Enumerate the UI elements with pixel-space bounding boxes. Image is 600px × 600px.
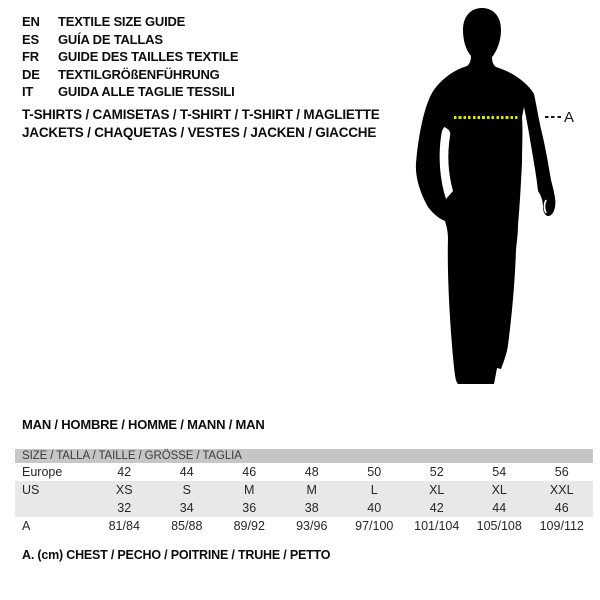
table-row-europe bbox=[15, 463, 593, 481]
language-list bbox=[22, 13, 238, 101]
size-table bbox=[15, 449, 593, 535]
measurement-figure bbox=[400, 5, 600, 395]
language-row-it bbox=[22, 83, 238, 101]
size-cell: 85/88 bbox=[171, 519, 203, 533]
size-cell: 50 bbox=[367, 465, 382, 479]
size-cell: 40 bbox=[367, 501, 382, 515]
size-cell: 42 bbox=[429, 501, 444, 515]
language-code: DE bbox=[22, 66, 40, 82]
size-cell: 105/108 bbox=[476, 519, 522, 533]
language-label: TEXTILGRÖßENFÜHRUNG bbox=[58, 66, 220, 82]
size-cell: XL bbox=[491, 483, 507, 497]
size-cell: 34 bbox=[179, 501, 194, 515]
size-cell: XXL bbox=[549, 483, 574, 497]
language-row-de bbox=[22, 66, 238, 84]
size-cell: 36 bbox=[242, 501, 257, 515]
man-silhouette-icon bbox=[400, 5, 560, 395]
size-cell: XS bbox=[115, 483, 133, 497]
language-code: FR bbox=[22, 49, 39, 64]
chest-measure-line bbox=[454, 116, 518, 119]
size-cell: S bbox=[182, 483, 191, 497]
size-cell: M bbox=[244, 483, 255, 497]
measure-label-a: A bbox=[564, 109, 575, 126]
size-cell: 46 bbox=[554, 501, 569, 515]
table-row-us bbox=[15, 481, 593, 499]
size-cell: 81/84 bbox=[108, 519, 140, 533]
size-cell: 89/92 bbox=[233, 519, 265, 533]
garment-category-lines bbox=[22, 106, 380, 142]
language-label: GUÍA DE TALLAS bbox=[58, 31, 163, 47]
size-cell: 38 bbox=[304, 501, 319, 515]
man-silhouette-body bbox=[416, 8, 555, 384]
size-cell: 101/104 bbox=[414, 519, 460, 533]
language-row-fr bbox=[22, 48, 238, 66]
size-cell: 48 bbox=[304, 465, 319, 479]
size-cell: 42 bbox=[117, 465, 132, 479]
measurement-note: A. (cm) CHEST / PECHO / POITRINE / TRUHE / PETTO bbox=[22, 548, 331, 562]
row-label: Europe bbox=[22, 465, 63, 479]
language-code: ES bbox=[22, 31, 39, 47]
language-label: GUIDA ALLE TAGLIE TESSILI bbox=[58, 84, 235, 99]
table-row-numeric bbox=[15, 499, 593, 517]
language-label: TEXTILE SIZE GUIDE bbox=[58, 14, 186, 29]
size-cell: L bbox=[370, 483, 378, 497]
size-cell: XL bbox=[429, 483, 445, 497]
size-cell: 44 bbox=[492, 501, 507, 515]
row-label: A bbox=[22, 519, 31, 533]
language-label: GUIDE DES TAILLES TEXTILE bbox=[58, 49, 239, 64]
category-line-jackets: JACKETS / CHAQUETAS / VESTES / JACKEN / GIACCHE bbox=[22, 125, 377, 140]
size-cell: 56 bbox=[554, 465, 569, 479]
size-cell: 32 bbox=[117, 501, 132, 515]
table-row-chest-a bbox=[15, 517, 593, 535]
size-cell: 44 bbox=[179, 465, 194, 479]
size-cell: M bbox=[306, 483, 317, 497]
language-code: IT bbox=[22, 84, 34, 99]
size-table-header: SIZE / TALLA / TAILLE / GRÖSSE / TAGLIA bbox=[15, 449, 593, 463]
size-cell: 46 bbox=[242, 465, 257, 479]
size-cell: 54 bbox=[492, 465, 507, 479]
language-code: EN bbox=[22, 14, 40, 29]
size-cell: 97/100 bbox=[355, 519, 394, 533]
size-cell: 52 bbox=[429, 465, 444, 479]
row-label: US bbox=[22, 483, 40, 497]
measure-leader-line bbox=[545, 116, 562, 118]
language-row-es bbox=[22, 31, 238, 49]
category-line-tshirts: T-SHIRTS / CAMISETAS / T-SHIRT / T-SHIRT / MAGLIETTE bbox=[22, 107, 380, 122]
size-cell: 109/112 bbox=[539, 519, 584, 533]
size-cell: 93/96 bbox=[296, 519, 328, 533]
language-row-en bbox=[22, 13, 238, 31]
gender-heading: MAN / HOMBRE / HOMME / MANN / MAN bbox=[22, 417, 265, 432]
